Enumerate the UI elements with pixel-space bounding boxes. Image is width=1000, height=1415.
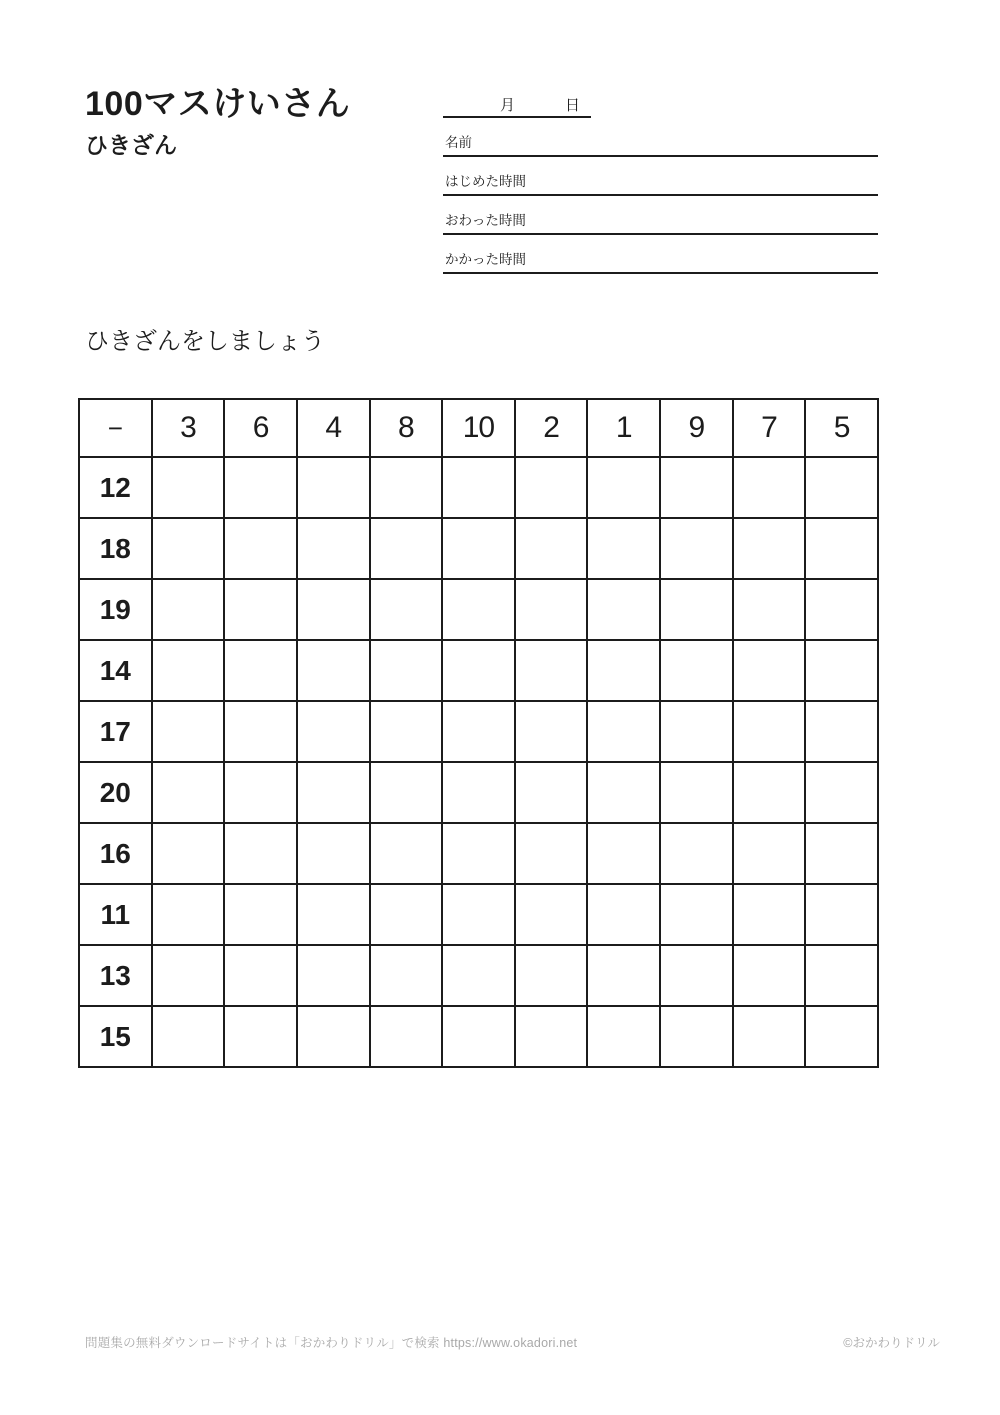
- answer-cell-r0-c5: [515, 457, 588, 518]
- answer-cell-r2-c2: [297, 579, 370, 640]
- answer-cell-r2-c9: [805, 579, 878, 640]
- grid-row-6: [79, 823, 878, 884]
- answer-cell-r0-c9: [805, 457, 878, 518]
- column-header-4: 10: [442, 399, 515, 457]
- answer-cell-r1-c2: [297, 518, 370, 579]
- answer-cell-r9-c9: [805, 1006, 878, 1067]
- column-header-0: 3: [152, 399, 225, 457]
- grid-header-row: [79, 399, 878, 457]
- answer-cell-r1-c5: [515, 518, 588, 579]
- answer-cell-r7-c2: [297, 884, 370, 945]
- answer-cell-r4-c5: [515, 701, 588, 762]
- answer-cell-r9-c8: [733, 1006, 806, 1067]
- row-header-6: 16: [79, 823, 152, 884]
- page-title: 100マスけいさん: [85, 85, 351, 123]
- answer-cell-r3-c6: [587, 640, 660, 701]
- answer-cell-r8-c6: [587, 945, 660, 1006]
- answer-cell-r4-c8: [733, 701, 806, 762]
- answer-cell-r9-c1: [224, 1006, 297, 1067]
- elapsed-time-label: かかった時間: [445, 251, 526, 267]
- answer-cell-r7-c5: [515, 884, 588, 945]
- calculation-grid: [78, 398, 879, 1068]
- column-header-9: 5: [805, 399, 878, 457]
- answer-cell-r0-c3: [370, 457, 443, 518]
- answer-cell-r1-c3: [370, 518, 443, 579]
- answer-cell-r9-c2: [297, 1006, 370, 1067]
- answer-cell-r1-c9: [805, 518, 878, 579]
- column-header-8: 7: [733, 399, 806, 457]
- answer-cell-r7-c8: [733, 884, 806, 945]
- answer-cell-r4-c4: [442, 701, 515, 762]
- answer-cell-r3-c2: [297, 640, 370, 701]
- answer-cell-r6-c2: [297, 823, 370, 884]
- answer-cell-r5-c6: [587, 762, 660, 823]
- name-field: [443, 118, 878, 157]
- answer-cell-r6-c4: [442, 823, 515, 884]
- day-label: 日: [565, 97, 581, 114]
- page-subtitle: ひきざん: [85, 132, 177, 158]
- row-header-7: 11: [79, 884, 152, 945]
- grid-row-1: [79, 518, 878, 579]
- answer-cell-r6-c6: [587, 823, 660, 884]
- answer-cell-r2-c5: [515, 579, 588, 640]
- grid-row-3: [79, 640, 878, 701]
- answer-cell-r8-c9: [805, 945, 878, 1006]
- answer-cell-r6-c3: [370, 823, 443, 884]
- end-time-field: [443, 196, 878, 235]
- footer-copyright: ©おかわりドリル: [843, 1336, 940, 1350]
- grid-row-0: [79, 457, 878, 518]
- start-time-field: [443, 157, 878, 196]
- answer-cell-r4-c2: [297, 701, 370, 762]
- answer-cell-r0-c8: [733, 457, 806, 518]
- row-header-5: 20: [79, 762, 152, 823]
- row-header-8: 13: [79, 945, 152, 1006]
- row-header-4: 17: [79, 701, 152, 762]
- answer-cell-r2-c0: [152, 579, 225, 640]
- answer-cell-r8-c4: [442, 945, 515, 1006]
- column-header-3: 8: [370, 399, 443, 457]
- start-time-label: はじめた時間: [445, 173, 526, 189]
- answer-cell-r3-c3: [370, 640, 443, 701]
- answer-cell-r7-c4: [442, 884, 515, 945]
- answer-cell-r8-c5: [515, 945, 588, 1006]
- answer-cell-r9-c0: [152, 1006, 225, 1067]
- answer-cell-r2-c6: [587, 579, 660, 640]
- answer-cell-r0-c7: [660, 457, 733, 518]
- column-header-1: 6: [224, 399, 297, 457]
- answer-cell-r3-c5: [515, 640, 588, 701]
- answer-cell-r0-c1: [224, 457, 297, 518]
- answer-cell-r5-c0: [152, 762, 225, 823]
- answer-cell-r4-c0: [152, 701, 225, 762]
- answer-cell-r3-c9: [805, 640, 878, 701]
- answer-cell-r5-c9: [805, 762, 878, 823]
- answer-cell-r1-c8: [733, 518, 806, 579]
- answer-cell-r3-c0: [152, 640, 225, 701]
- answer-cell-r1-c7: [660, 518, 733, 579]
- answer-cell-r7-c1: [224, 884, 297, 945]
- answer-cell-r4-c3: [370, 701, 443, 762]
- answer-cell-r7-c0: [152, 884, 225, 945]
- column-header-6: 1: [587, 399, 660, 457]
- answer-cell-r9-c6: [587, 1006, 660, 1067]
- row-header-9: 15: [79, 1006, 152, 1067]
- answer-cell-r3-c8: [733, 640, 806, 701]
- answer-cell-r3-c4: [442, 640, 515, 701]
- answer-cell-r0-c6: [587, 457, 660, 518]
- answer-cell-r3-c7: [660, 640, 733, 701]
- answer-cell-r8-c2: [297, 945, 370, 1006]
- answer-cell-r3-c1: [224, 640, 297, 701]
- grid-row-9: [79, 1006, 878, 1067]
- answer-cell-r0-c2: [297, 457, 370, 518]
- answer-cell-r8-c0: [152, 945, 225, 1006]
- answer-cell-r5-c5: [515, 762, 588, 823]
- footer-site-text: 問題集の無料ダウンロードサイトは「おかわりドリル」で検索 https://www.okadori.net: [85, 1336, 578, 1350]
- answer-cell-r6-c1: [224, 823, 297, 884]
- answer-cell-r9-c3: [370, 1006, 443, 1067]
- answer-cell-r5-c8: [733, 762, 806, 823]
- answer-cell-r9-c4: [442, 1006, 515, 1067]
- answer-cell-r2-c1: [224, 579, 297, 640]
- answer-cell-r8-c8: [733, 945, 806, 1006]
- answer-cell-r2-c8: [733, 579, 806, 640]
- answer-cell-r1-c0: [152, 518, 225, 579]
- answer-cell-r5-c3: [370, 762, 443, 823]
- date-line: [443, 88, 591, 118]
- answer-cell-r6-c8: [733, 823, 806, 884]
- answer-cell-r5-c4: [442, 762, 515, 823]
- answer-cell-r1-c6: [587, 518, 660, 579]
- answer-cell-r2-c7: [660, 579, 733, 640]
- grid-row-4: [79, 701, 878, 762]
- month-label: 月: [500, 97, 516, 114]
- elapsed-time-field: [443, 235, 878, 274]
- answer-cell-r8-c1: [224, 945, 297, 1006]
- column-header-5: 2: [515, 399, 588, 457]
- answer-cell-r5-c2: [297, 762, 370, 823]
- answer-cell-r5-c7: [660, 762, 733, 823]
- info-form: [443, 88, 878, 274]
- grid-row-5: [79, 762, 878, 823]
- answer-cell-r4-c1: [224, 701, 297, 762]
- answer-cell-r9-c7: [660, 1006, 733, 1067]
- answer-cell-r5-c1: [224, 762, 297, 823]
- grid-row-8: [79, 945, 878, 1006]
- grid-row-7: [79, 884, 878, 945]
- answer-cell-r1-c4: [442, 518, 515, 579]
- answer-cell-r7-c9: [805, 884, 878, 945]
- answer-cell-r1-c1: [224, 518, 297, 579]
- answer-cell-r2-c3: [370, 579, 443, 640]
- answer-cell-r2-c4: [442, 579, 515, 640]
- end-time-label: おわった時間: [445, 212, 526, 228]
- row-header-3: 14: [79, 640, 152, 701]
- column-header-2: 4: [297, 399, 370, 457]
- answer-cell-r8-c7: [660, 945, 733, 1006]
- row-header-1: 18: [79, 518, 152, 579]
- answer-cell-r0-c4: [442, 457, 515, 518]
- row-header-0: 12: [79, 457, 152, 518]
- name-label: 名前: [445, 134, 472, 150]
- answer-cell-r4-c9: [805, 701, 878, 762]
- instruction-text: ひきざんをしましょう: [85, 328, 325, 355]
- answer-cell-r7-c3: [370, 884, 443, 945]
- answer-cell-r4-c6: [587, 701, 660, 762]
- column-header-7: 9: [660, 399, 733, 457]
- answer-cell-r8-c3: [370, 945, 443, 1006]
- calculation-grid-body: [79, 399, 878, 1067]
- row-header-2: 19: [79, 579, 152, 640]
- answer-cell-r4-c7: [660, 701, 733, 762]
- answer-cell-r6-c0: [152, 823, 225, 884]
- answer-cell-r6-c9: [805, 823, 878, 884]
- answer-cell-r6-c7: [660, 823, 733, 884]
- answer-cell-r7-c6: [587, 884, 660, 945]
- grid-row-2: [79, 579, 878, 640]
- operator-cell: −: [79, 399, 152, 457]
- answer-cell-r0-c0: [152, 457, 225, 518]
- answer-cell-r6-c5: [515, 823, 588, 884]
- answer-cell-r9-c5: [515, 1006, 588, 1067]
- answer-cell-r7-c7: [660, 884, 733, 945]
